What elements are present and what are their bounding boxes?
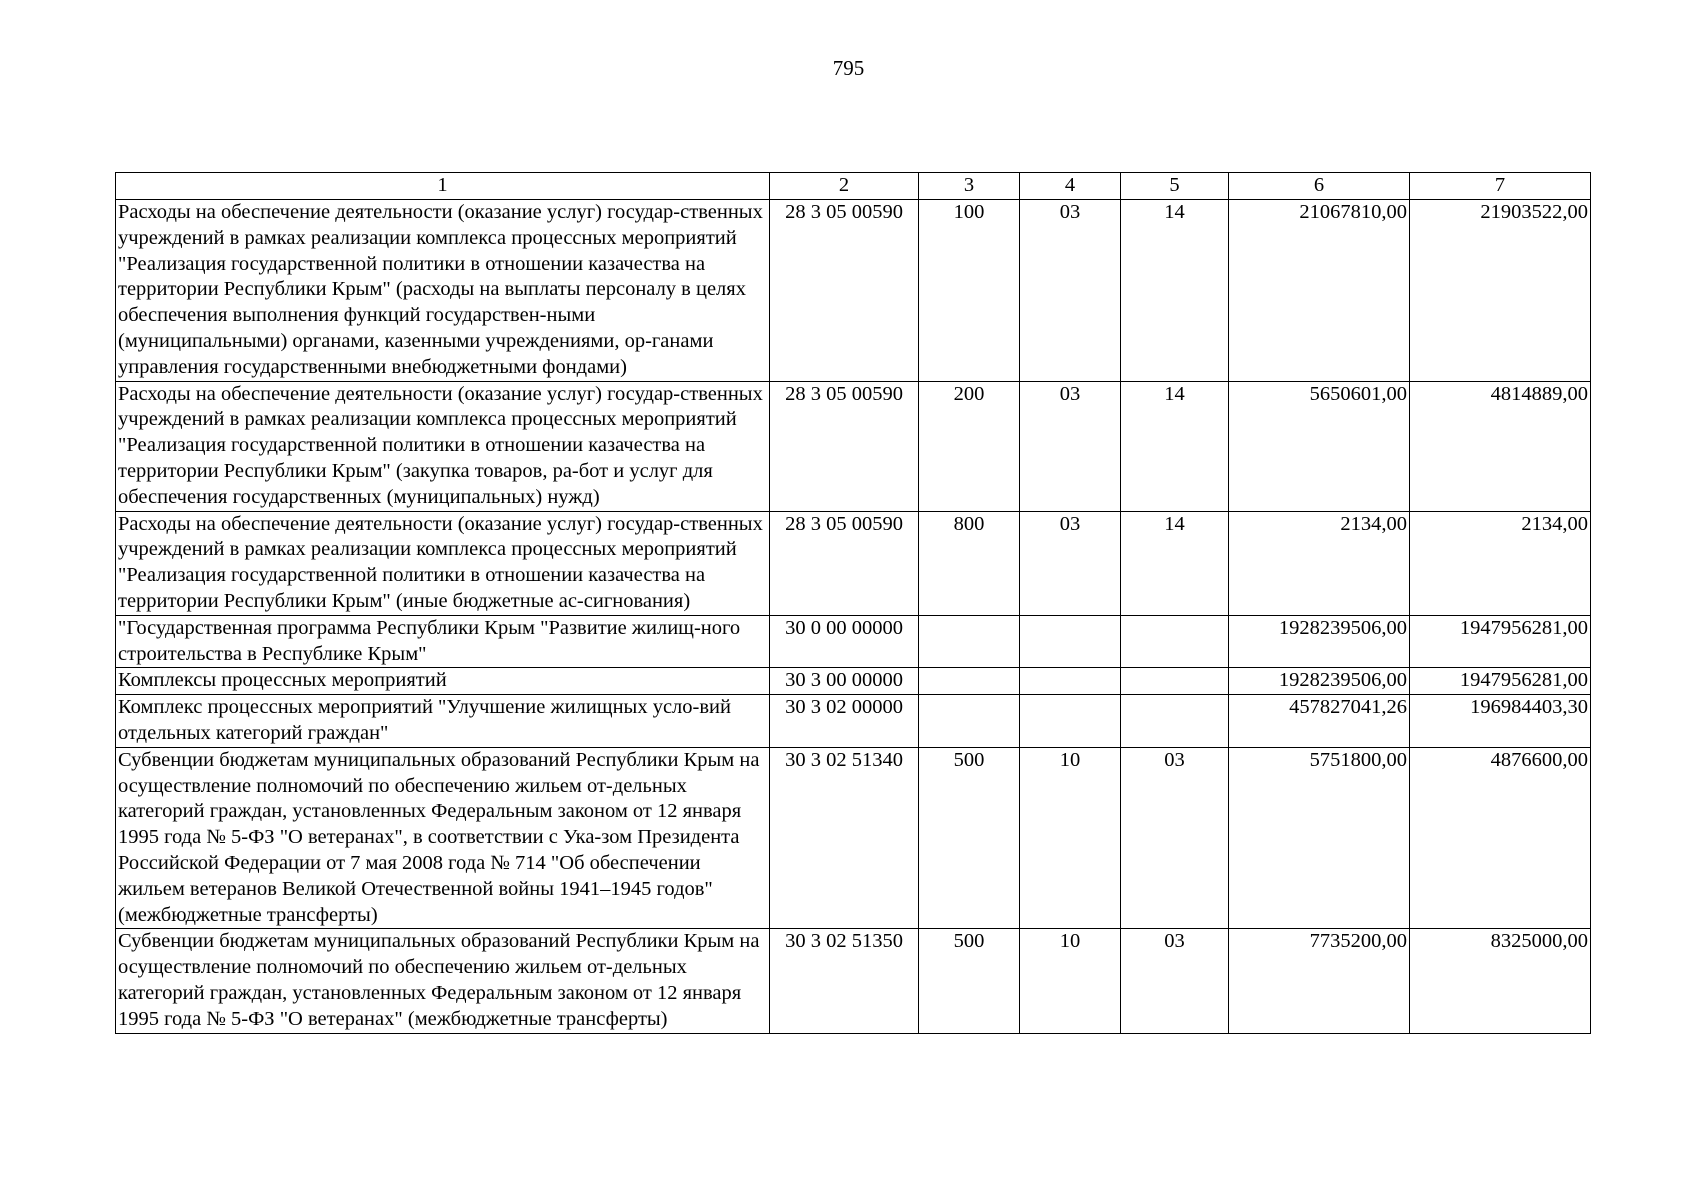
page-number: 795 [832,56,865,80]
target-code: 30 0 00 00000 [770,615,919,668]
expense-type [919,695,1020,748]
expense-type [919,615,1020,668]
amount-column-7: 4814889,00 [1410,381,1591,511]
amount-column-6: 457827041,26 [1229,695,1410,748]
expense-type [919,668,1020,695]
subsection-code: 03 [1121,747,1229,929]
column-header-4: 4 [1020,173,1121,200]
target-code: 28 3 05 00590 [770,200,919,382]
expense-type: 200 [919,381,1020,511]
target-code: 30 3 02 51340 [770,747,919,929]
amount-column-6: 2134,00 [1229,511,1410,615]
table-row [116,929,1591,1033]
expense-type: 500 [919,747,1020,929]
subsection-code [1121,695,1229,748]
subsection-code: 14 [1121,511,1229,615]
expense-name: Субвенции бюджетам муниципальных образований Республики Крым на осуществление полномочий по обеспечению жильем от-дельных категорий граждан, установленных Федеральным законом от 12 января 1995 года № 5-ФЗ "О ветеранах", в соответствии с Ука-зом Президента Российской Федерации от 7 мая 2008 года № 714 "Об обеспечении жильем ветеранов Великой Отечественной войны 1941–1945 годов" (межбюджетные трансферты) [116,747,770,929]
amount-column-7: 2134,00 [1410,511,1591,615]
amount-column-7: 1947956281,00 [1410,668,1591,695]
column-header-2: 2 [770,173,919,200]
target-code: 28 3 05 00590 [770,381,919,511]
target-code: 28 3 05 00590 [770,511,919,615]
amount-column-6: 5751800,00 [1229,747,1410,929]
subsection-code [1121,668,1229,695]
table-row [116,695,1591,748]
amount-column-6: 1928239506,00 [1229,615,1410,668]
amount-column-7: 1947956281,00 [1410,615,1591,668]
expense-type: 100 [919,200,1020,382]
subsection-code: 14 [1121,381,1229,511]
expense-type: 800 [919,511,1020,615]
section-code: 03 [1020,511,1121,615]
expense-name: Расходы на обеспечение деятельности (оказание услуг) государ-ственных учреждений в рамках реализации комплекса процессных мероприятий "Реализация государственной политики в отношении казачества на территории Республики Крым" (закупка товаров, ра-бот и услуг для обеспечения государственных (муниципальных) нужд) [116,381,770,511]
section-code: 03 [1020,200,1121,382]
expense-name: "Государственная программа Республики Крым "Развитие жилищ-ного строительства в Республике Крым" [116,615,770,668]
expense-type: 500 [919,929,1020,1033]
amount-column-7: 196984403,30 [1410,695,1591,748]
table-row [116,747,1591,929]
budget-table [115,172,1591,1034]
section-code: 10 [1020,929,1121,1033]
expense-name: Расходы на обеспечение деятельности (оказание услуг) государ-ственных учреждений в рамках реализации комплекса процессных мероприятий "Реализация государственной политики в отношении казачества на территории Республики Крым" (иные бюджетные ас-сигнования) [116,511,770,615]
column-header-7: 7 [1410,173,1591,200]
target-code: 30 3 02 00000 [770,695,919,748]
section-code [1020,668,1121,695]
expense-name: Комплекс процессных мероприятий "Улучшение жилищных усло-вий отдельных категорий граждан" [116,695,770,748]
expense-name: Субвенции бюджетам муниципальных образований Республики Крым на осуществление полномочий по обеспечению жильем от-дельных категорий граждан, установленных Федеральным законом от 12 января 1995 года № 5-ФЗ "О ветеранах" (межбюджетные трансферты) [116,929,770,1033]
table-row [116,381,1591,511]
section-code: 10 [1020,747,1121,929]
header-row [116,173,1591,200]
amount-column-6: 21067810,00 [1229,200,1410,382]
table-row [116,200,1591,382]
column-header-3: 3 [919,173,1020,200]
column-header-5: 5 [1121,173,1229,200]
column-header-1: 1 [116,173,770,200]
amount-column-7: 4876600,00 [1410,747,1591,929]
amount-column-6: 1928239506,00 [1229,668,1410,695]
expense-name: Расходы на обеспечение деятельности (оказание услуг) государ-ственных учреждений в рамках реализации комплекса процессных мероприятий "Реализация государственной политики в отношении казачества на территории Республики Крым" (расходы на выплаты персоналу в целях обеспечения выполнения функций государствен-ными (муниципальными) органами, казенными учреждениями, ор-ганами управления государственными внебюджетными фондами) [116,200,770,382]
column-header-6: 6 [1229,173,1410,200]
subsection-code: 03 [1121,929,1229,1033]
subsection-code [1121,615,1229,668]
table-row [116,511,1591,615]
amount-column-6: 5650601,00 [1229,381,1410,511]
target-code: 30 3 00 00000 [770,668,919,695]
expense-name: Комплексы процессных мероприятий [116,668,770,695]
amount-column-6: 7735200,00 [1229,929,1410,1033]
subsection-code: 14 [1121,200,1229,382]
section-code [1020,615,1121,668]
target-code: 30 3 02 51350 [770,929,919,1033]
section-code [1020,695,1121,748]
amount-column-7: 21903522,00 [1410,200,1591,382]
amount-column-7: 8325000,00 [1410,929,1591,1033]
table-row [116,668,1591,695]
table-row [116,615,1591,668]
section-code: 03 [1020,381,1121,511]
